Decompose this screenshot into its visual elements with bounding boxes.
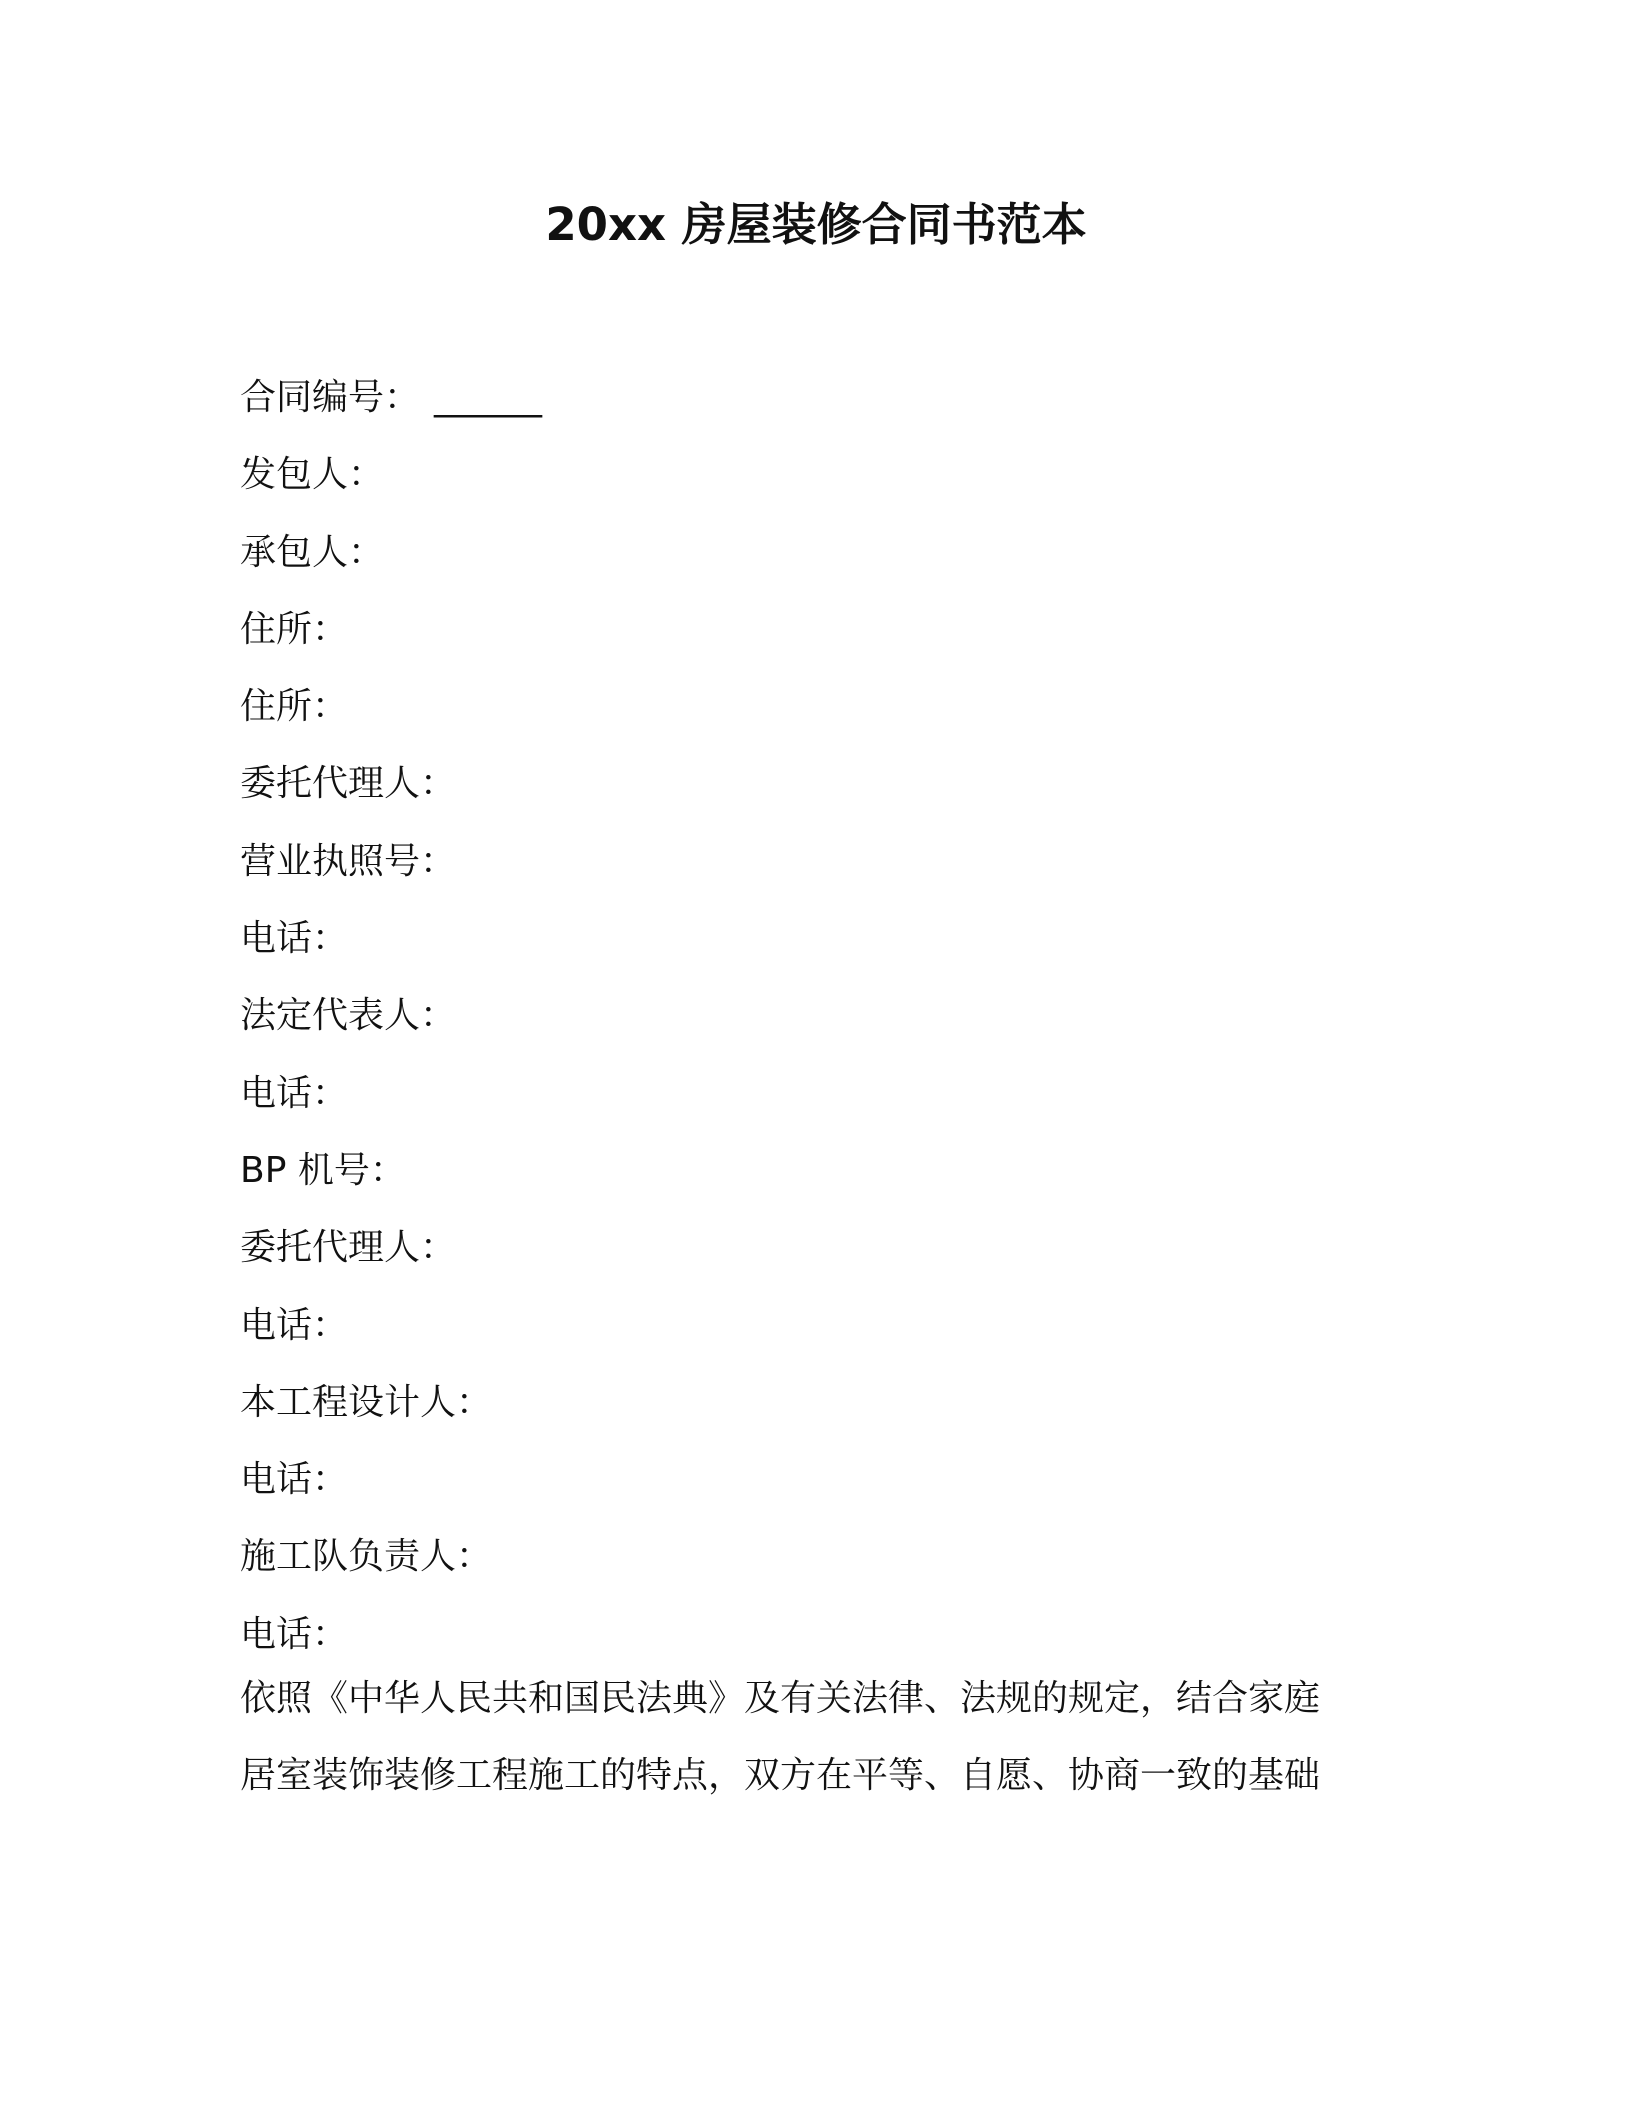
field-address-1: [240, 598, 1400, 675]
field-label: 发包人：: [240, 454, 385, 496]
field-construction-lead: [240, 1525, 1400, 1602]
paragraph-line: 居室装饰装修工程施工的特点，双方在平等、自愿、协商一致的基础: [240, 1755, 1321, 1797]
field-phone-1: [240, 907, 1400, 984]
field-label: 合同编号：: [240, 377, 421, 418]
field-label: 承包人：: [240, 531, 385, 573]
field-legal-representative: [240, 984, 1400, 1061]
document-title: 20xx 房屋装修合同书范本: [545, 198, 1087, 251]
field-label: 委托代理人：: [240, 1227, 457, 1269]
field-value: ______: [434, 377, 543, 418]
field-contractor: [240, 521, 1400, 598]
field-label: 电话：: [240, 1613, 349, 1655]
field-label: 法定代表人：: [240, 995, 457, 1037]
field-label: 电话：: [240, 1072, 349, 1114]
contract-fields: [240, 366, 1400, 1680]
field-project-designer: [240, 1371, 1400, 1448]
contract-body-paragraph: [240, 1667, 1400, 1822]
field-address-2: [240, 675, 1400, 752]
field-label: 住所：: [240, 608, 349, 650]
field-label: 电话：: [240, 918, 349, 960]
paragraph-line: 依照《中华人民共和国民法典》及有关法律、法规的规定，结合家庭: [240, 1678, 1321, 1719]
field-label: 电话：: [240, 1304, 349, 1346]
field-label: 施工队负责人：: [240, 1536, 493, 1578]
field-phone-2: [240, 1062, 1400, 1139]
field-label: BP 机号：: [240, 1149, 406, 1191]
field-label: 本工程设计人：: [240, 1381, 493, 1423]
field-label: 电话：: [240, 1459, 349, 1501]
field-phone-4: [240, 1448, 1400, 1525]
field-business-license: [240, 830, 1400, 907]
field-label: 委托代理人：: [240, 763, 457, 805]
field-employer: [240, 443, 1400, 520]
field-label: 营业执照号：: [240, 840, 457, 882]
field-bp-number: [240, 1139, 1400, 1216]
field-phone-3: [240, 1294, 1400, 1371]
field-agent-2: [240, 1216, 1400, 1293]
field-label: 住所：: [240, 686, 349, 728]
field-contract-number: [240, 366, 1400, 443]
field-agent-1: [240, 752, 1400, 829]
